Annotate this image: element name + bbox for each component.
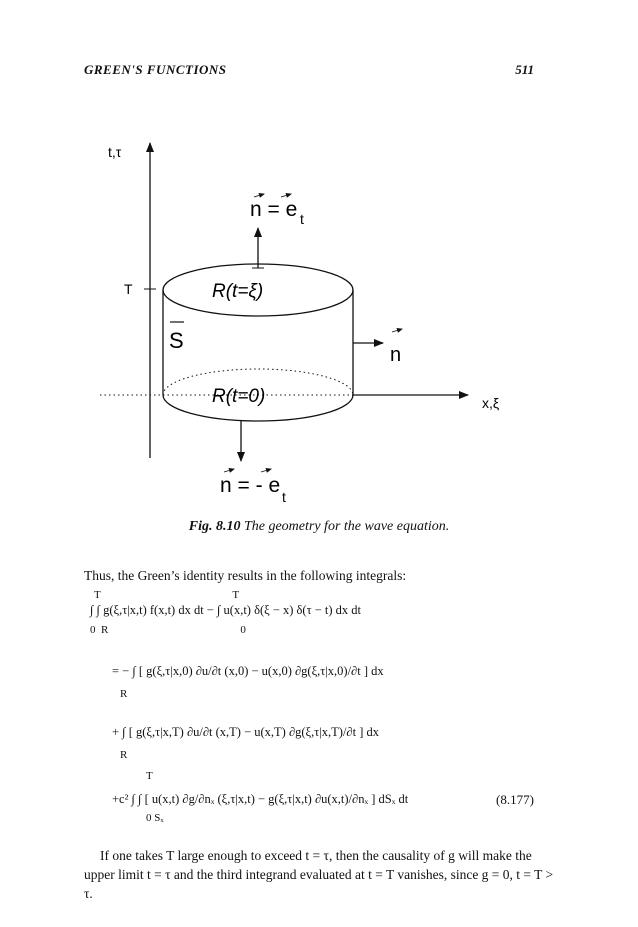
bottom-normal-subscript: t bbox=[282, 489, 286, 505]
eq-line4: +c² ∫ ∫ [ u(x,t) ∂g/∂nₓ (ξ,τ|x,t) − g(ξ,τ|x,t) ∂u(x,t)/∂nₓ ] dSₓ dt bbox=[112, 792, 409, 806]
top-e-vector-mark bbox=[281, 194, 291, 197]
eq-line2: = − ∫ [ g(ξ,τ|x,0) ∂u/∂t (x,0) − u(x,0) ∂g(ξ,τ|x,0)/∂t ] dx bbox=[112, 664, 384, 678]
bottom-n-vector-mark bbox=[224, 469, 234, 472]
horizontal-axis-label: x,ξ bbox=[482, 395, 500, 411]
page-number: 511 bbox=[515, 62, 534, 77]
equation-number: (8.177) bbox=[496, 792, 534, 807]
top-region-label: R(t=ξ) bbox=[212, 281, 264, 302]
intro-text: Thus, the Green’s identity results in the following integrals: bbox=[84, 568, 407, 583]
eq-line3: + ∫ [ g(ξ,τ|x,T) ∂u/∂t (x,T) − u(x,T) ∂g(ξ,τ|x,T)/∂t ] dx bbox=[112, 725, 379, 739]
eq-line1-upper-limits: T T bbox=[94, 589, 240, 601]
side-normal-label: n bbox=[390, 344, 402, 366]
top-normal-label: n = e bbox=[250, 198, 298, 221]
figure-caption-label: Fig. 8.10 bbox=[188, 519, 241, 534]
bottom-e-vector-mark bbox=[261, 469, 271, 472]
side-surface-label: S bbox=[169, 328, 184, 353]
figure-caption bbox=[0, 519, 638, 535]
top-n-vector-mark bbox=[254, 194, 264, 197]
running-header-title: GREEN'S FUNCTIONS bbox=[84, 62, 227, 77]
eq-line1: ∫ ∫ g(ξ,τ|x,t) f(x,t) dx dt − ∫ u(x,t) δ(ξ − x) δ(τ − t) dx dt bbox=[90, 603, 362, 617]
eq-line1-lower-limits: 0 R 0 bbox=[90, 624, 246, 636]
top-normal-subscript: t bbox=[300, 211, 304, 227]
vertical-axis-label: t,τ bbox=[108, 144, 122, 160]
bottom-normal-label: n = - e bbox=[220, 474, 281, 497]
figure-caption-text: The geometry for the wave equation. bbox=[243, 519, 450, 534]
t-label: T bbox=[124, 281, 133, 297]
side-n-vector-mark bbox=[392, 329, 402, 332]
bottom-region-label: R(t=0) bbox=[212, 386, 266, 407]
closing-paragraph: If one takes T large enough to exceed t = τ, then the causality of g will make the upper limit t = τ and the third integrand evaluated at t = T vanishes, since g = 0, t = T > τ. bbox=[84, 848, 554, 901]
